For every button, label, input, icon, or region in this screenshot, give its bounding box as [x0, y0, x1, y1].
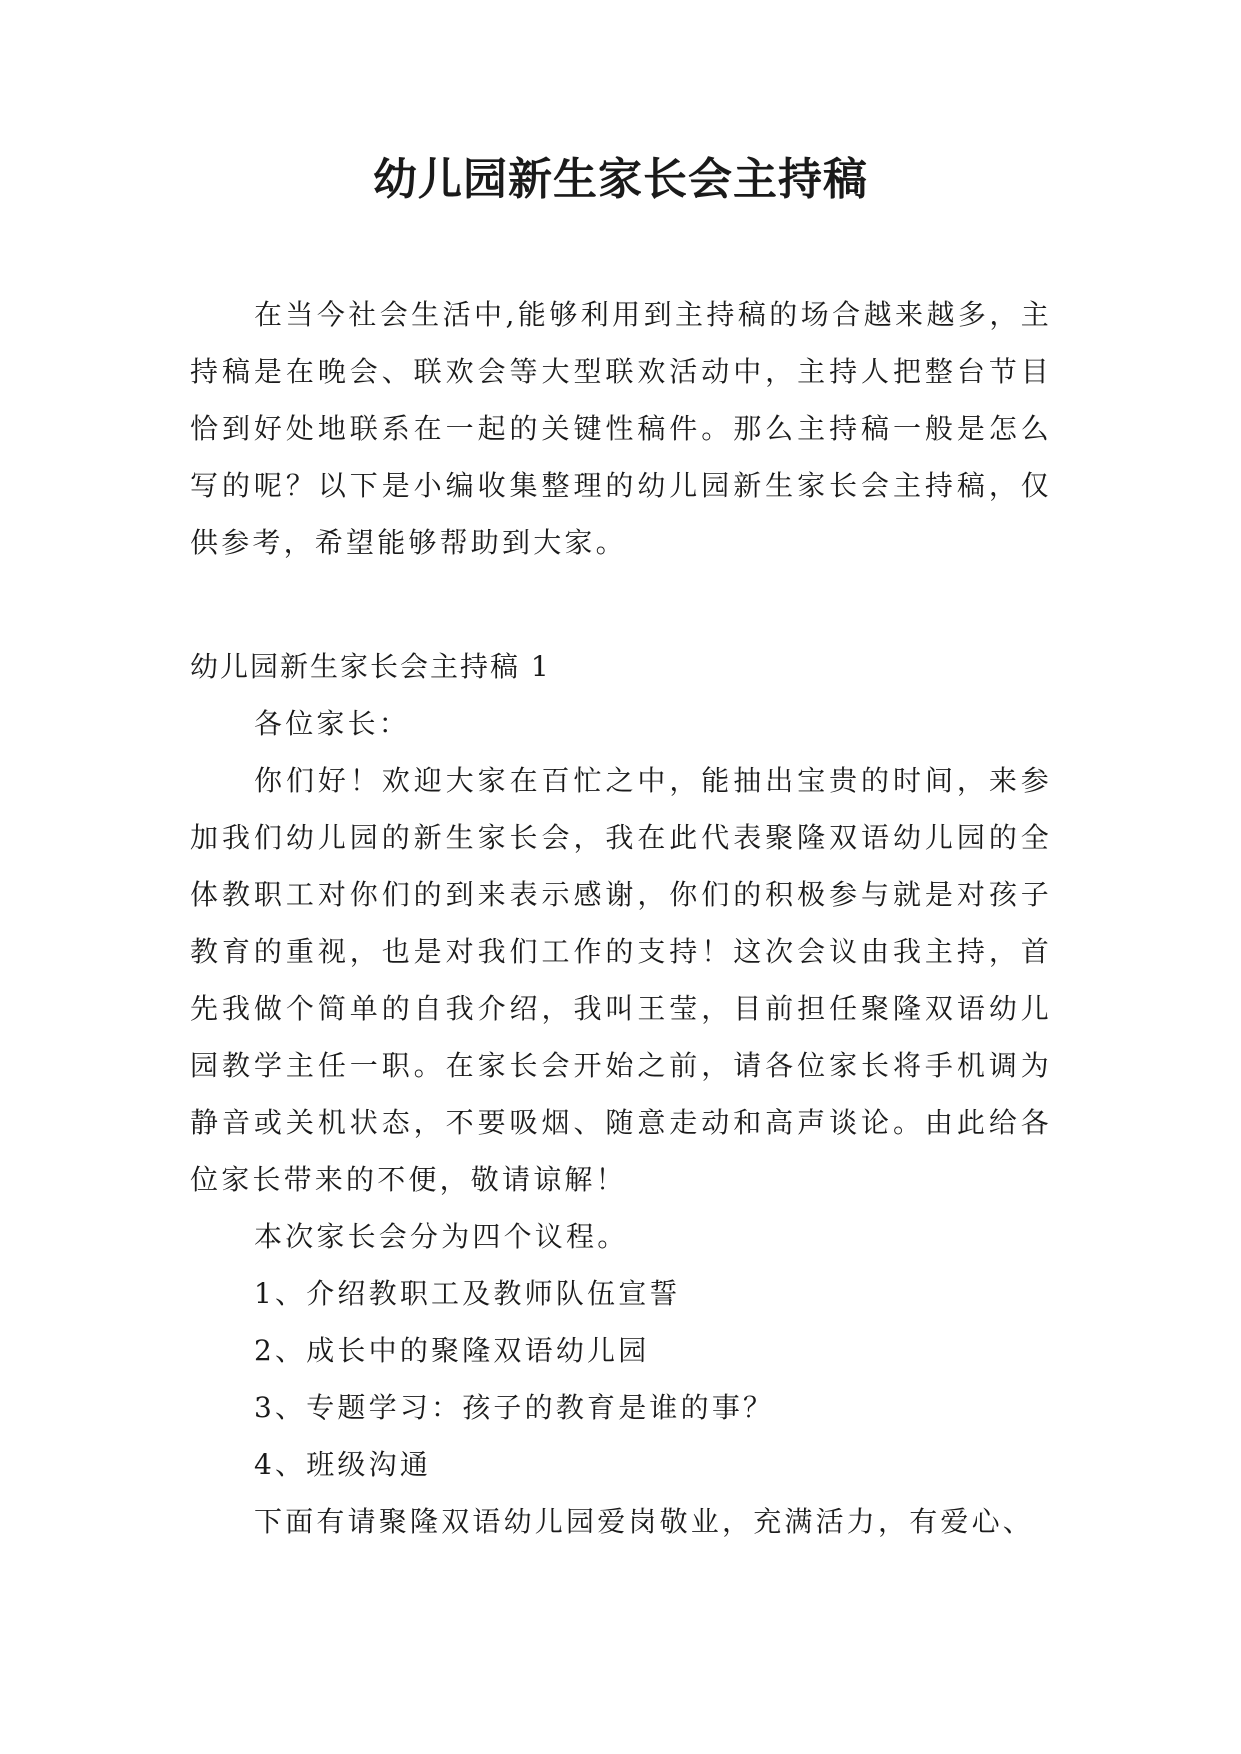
section-title: 幼儿园新生家长会主持稿 1 — [190, 650, 551, 683]
agenda-item: 3、专题学习：孩子的教育是谁的事？ — [254, 1391, 775, 1424]
speech-body — [190, 695, 1052, 1550]
agenda-item: 1、介绍教职工及教师队伍宣誓 — [254, 1277, 681, 1310]
speech-paragraph: 你们好！欢迎大家在百忙之中，能抽出宝贵的时间，来参加我们幼儿园的新生家长会，我在此代表聚隆双语幼儿园的全体教职工对你们的到来表示感谢，你们的积极参与就是对孩子教育的重视，也是对我们工作的支持！这次会议由我主持，首先我做个简单的自我介绍，我叫王莹，目前担任聚隆双语幼儿园教学主任一职。在家长会开始之前，请各位家长将手机调为静音或关机状态，不要吸烟、随意走动和高声谈论。由此给各位家长带来的不便，敬请谅解！ — [190, 764, 1052, 1196]
intro-paragraph: 在当今社会生活中,能够利用到主持稿的场合越来越多，主持稿是在晚会、联欢会等大型联欢活动中，主持人把整台节目恰到好处地联系在一起的关键性稿件。那么主持稿一般是怎么写的呢？以下是小编收集整理的幼儿园新生家长会主持稿，仅供参考，希望能够帮助到大家。 — [190, 298, 1052, 559]
salutation: 各位家长： — [254, 707, 411, 740]
agenda-intro: 本次家长会分为四个议程。 — [254, 1220, 629, 1253]
agenda-item: 2、成长中的聚隆双语幼儿园 — [254, 1334, 650, 1367]
closing-paragraph: 下面有请聚隆双语幼儿园爱岗敬业，充满活力，有爱心、 — [254, 1505, 1035, 1538]
document-title: 幼儿园新生家长会主持稿 — [373, 154, 868, 205]
agenda-item: 4、班级沟通 — [254, 1448, 432, 1481]
